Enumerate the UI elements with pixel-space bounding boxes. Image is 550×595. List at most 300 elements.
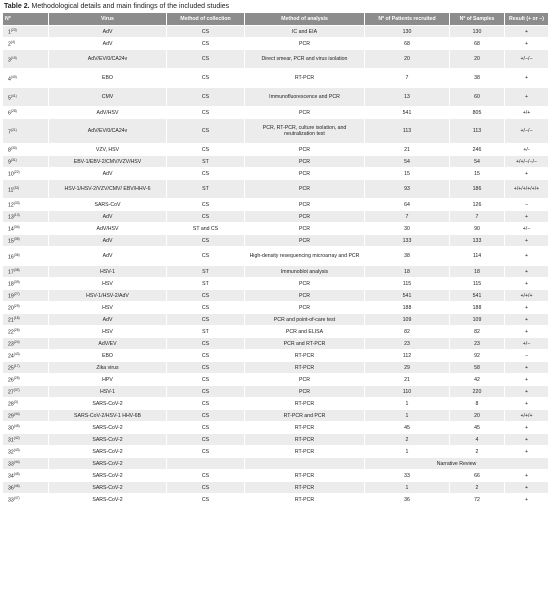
- cell-analysis: PCR: [245, 302, 365, 314]
- cell-samples: 54: [450, 156, 505, 168]
- reference-marker: (24): [13, 340, 20, 345]
- cell-result: +: [505, 470, 549, 482]
- reference-marker: (45): [13, 424, 20, 429]
- cell-number: [3, 290, 49, 302]
- row-number: 16: [8, 254, 14, 261]
- cell-analysis: PCR and RT-PCR: [245, 338, 365, 350]
- cell-number: [3, 199, 49, 211]
- cell-result: +/-: [505, 144, 549, 156]
- cell-patients: 133: [365, 235, 450, 247]
- cell-analysis: PCR and ELISA: [245, 326, 365, 338]
- cell-virus: HSV-1: [49, 386, 167, 398]
- cell-collection: [167, 458, 245, 470]
- cell-number: [3, 374, 49, 386]
- cell-result: +: [505, 211, 549, 223]
- reference-marker: (43): [13, 448, 20, 453]
- cell-result: +: [505, 494, 549, 506]
- cell-samples: 133: [450, 235, 505, 247]
- cell-samples: 20: [450, 50, 505, 69]
- row-number: 21: [8, 317, 14, 324]
- cell-result: +: [505, 26, 549, 38]
- table-row: [3, 180, 549, 199]
- row-number: 27: [8, 389, 14, 396]
- cell-result: +: [505, 422, 549, 434]
- cell-result: +/+/−/−/−: [505, 156, 549, 168]
- cell-number: [3, 278, 49, 290]
- cell-number: [3, 410, 49, 422]
- reference-marker: (34): [13, 225, 20, 230]
- cell-virus: SARS-CoV-2: [49, 482, 167, 494]
- cell-samples: 130: [450, 26, 505, 38]
- cell-samples: 68: [450, 38, 505, 50]
- row-number: 6: [8, 110, 11, 117]
- row-number: 24: [8, 353, 14, 360]
- cell-virus: AdV: [49, 168, 167, 180]
- cell-number: [3, 107, 49, 119]
- cell-analysis: RT-PCR: [245, 362, 365, 374]
- cell-virus: AdV/HSV: [49, 223, 167, 235]
- cell-samples: 126: [450, 199, 505, 211]
- cell-samples: 220: [450, 386, 505, 398]
- table-row: [3, 88, 549, 107]
- reference-marker: (47): [13, 496, 20, 501]
- reference-marker: (38): [13, 268, 20, 273]
- cell-samples: 18: [450, 266, 505, 278]
- cell-patients: 30: [365, 223, 450, 235]
- cell-patients: 82: [365, 326, 450, 338]
- cell-collection: ST and CS: [167, 223, 245, 235]
- cell-virus: SARS-CoV-2/HSV-1 HHV-6B: [49, 410, 167, 422]
- cell-number: [3, 156, 49, 168]
- cell-number: [3, 422, 49, 434]
- table-row: [3, 50, 549, 69]
- row-number: 8: [8, 147, 11, 154]
- cell-analysis: RT-PCR: [245, 398, 365, 410]
- cell-virus: SARS-CoV-2: [49, 458, 167, 470]
- cell-analysis: RT-PCR: [245, 422, 365, 434]
- col-header-samples: Nº of Samples: [450, 13, 505, 26]
- cell-patients: 188: [365, 302, 450, 314]
- cell-analysis: RT-PCR: [245, 470, 365, 482]
- cell-result: +: [505, 168, 549, 180]
- cell-samples: 114: [450, 247, 505, 266]
- cell-analysis: PCR: [245, 144, 365, 156]
- row-number: 33: [8, 461, 14, 468]
- cell-virus: AdV/HSV: [49, 107, 167, 119]
- table-row: [3, 302, 549, 314]
- cell-virus: VZV, HSV: [49, 144, 167, 156]
- reference-marker: (21): [10, 127, 17, 132]
- cell-analysis: PCR: [245, 107, 365, 119]
- cell-collection: CS: [167, 69, 245, 88]
- cell-result: +/+: [505, 107, 549, 119]
- cell-virus: Zika virus: [49, 362, 167, 374]
- cell-analysis: Immunofluorescence and PCR: [245, 88, 365, 107]
- cell-samples: 109: [450, 314, 505, 326]
- cell-number: [3, 494, 49, 506]
- cell-result: +: [505, 69, 549, 88]
- cell-patients: 113: [365, 119, 450, 144]
- cell-samples: 8: [450, 398, 505, 410]
- cell-samples: 115: [450, 278, 505, 290]
- reference-marker: (43): [13, 352, 20, 357]
- table-row: [3, 69, 549, 88]
- cell-collection: CS: [167, 398, 245, 410]
- cell-virus: EBO: [49, 69, 167, 88]
- cell-analysis: [245, 458, 365, 470]
- cell-virus: SARS-CoV-2: [49, 494, 167, 506]
- cell-patients: 1: [365, 398, 450, 410]
- cell-number: [3, 350, 49, 362]
- cell-patients: 21: [365, 374, 450, 386]
- cell-number: [3, 211, 49, 223]
- table-row: [3, 223, 549, 235]
- cell-analysis: PCR: [245, 38, 365, 50]
- cell-samples: 4: [450, 434, 505, 446]
- cell-collection: CS: [167, 211, 245, 223]
- row-number: 7: [8, 129, 11, 136]
- cell-virus: SARS-CoV-2: [49, 470, 167, 482]
- row-number: 20: [8, 305, 14, 312]
- cell-patients: 64: [365, 199, 450, 211]
- cell-collection: CS: [167, 88, 245, 107]
- cell-collection: CS: [167, 482, 245, 494]
- cell-virus: SARS-CoV-2: [49, 422, 167, 434]
- cell-samples: 45: [450, 422, 505, 434]
- cell-result: +: [505, 235, 549, 247]
- cell-virus: EBO: [49, 350, 167, 362]
- reference-marker: (18): [13, 316, 20, 321]
- cell-number: [3, 470, 49, 482]
- table-body: [3, 26, 549, 506]
- cell-patients: 36: [365, 494, 450, 506]
- cell-analysis: PCR: [245, 156, 365, 168]
- row-number: 4: [8, 76, 11, 83]
- cell-collection: CS: [167, 235, 245, 247]
- table-row: [3, 235, 549, 247]
- cell-result: +: [505, 314, 549, 326]
- cell-patients: 21: [365, 144, 450, 156]
- reference-marker: (46): [13, 484, 20, 489]
- cell-analysis: PCR: [245, 180, 365, 199]
- cell-patients: 33: [365, 470, 450, 482]
- table-row: [3, 350, 549, 362]
- reference-marker: (30): [10, 146, 17, 151]
- cell-collection: CS: [167, 314, 245, 326]
- cell-result: +: [505, 38, 549, 50]
- reference-marker: (3): [13, 400, 18, 405]
- reference-marker: (44): [13, 460, 20, 465]
- cell-samples: 82: [450, 326, 505, 338]
- table-row: [3, 398, 549, 410]
- cell-virus: HSV: [49, 278, 167, 290]
- row-number: 22: [8, 329, 14, 336]
- cell-patients: 541: [365, 107, 450, 119]
- reference-marker: (41): [10, 93, 17, 98]
- cell-analysis: Direct smear, PCR and virus isolation: [245, 50, 365, 69]
- cell-collection: CS: [167, 434, 245, 446]
- cell-number: [3, 38, 49, 50]
- cell-samples: 23: [450, 338, 505, 350]
- col-header-collection: Method of collection: [167, 13, 245, 26]
- cell-analysis: PCR: [245, 278, 365, 290]
- reference-marker: (26): [13, 328, 20, 333]
- table-row: [3, 386, 549, 398]
- cell-virus: HSV: [49, 326, 167, 338]
- cell-patients: 38: [365, 247, 450, 266]
- row-number: 23: [8, 341, 14, 348]
- cell-collection: CS: [167, 422, 245, 434]
- studies-table: [2, 12, 549, 506]
- cell-patients: 110: [365, 386, 450, 398]
- cell-samples: 186: [450, 180, 505, 199]
- reference-marker: (4): [10, 40, 15, 45]
- table-row: [3, 266, 549, 278]
- row-number: 36: [8, 485, 14, 492]
- cell-analysis: RT-PCR: [245, 434, 365, 446]
- cell-collection: CS: [167, 50, 245, 69]
- cell-patients: 13: [365, 88, 450, 107]
- table-row: [3, 326, 549, 338]
- cell-collection: ST: [167, 278, 245, 290]
- reference-marker: (22): [13, 170, 20, 175]
- cell-analysis: IC and EIA: [245, 26, 365, 38]
- cell-result: +/+/+: [505, 290, 549, 302]
- cell-patients: 7: [365, 69, 450, 88]
- row-number: 32: [8, 449, 14, 456]
- cell-analysis: PCR: [245, 374, 365, 386]
- cell-number: [3, 69, 49, 88]
- cell-samples: 42: [450, 374, 505, 386]
- cell-number: [3, 362, 49, 374]
- cell-result: +: [505, 482, 549, 494]
- cell-virus: HSV: [49, 302, 167, 314]
- reference-marker: (35): [13, 237, 20, 242]
- cell-analysis: PCR: [245, 235, 365, 247]
- cell-result: +: [505, 362, 549, 374]
- cell-result: −: [505, 199, 549, 211]
- cell-patients: 1: [365, 482, 450, 494]
- cell-number: [3, 50, 49, 69]
- cell-analysis: PCR and point-of-care test: [245, 314, 365, 326]
- cell-result: +: [505, 374, 549, 386]
- table-row: [3, 362, 549, 374]
- table-row: [3, 38, 549, 50]
- table-row: [3, 470, 549, 482]
- reference-marker: (19): [10, 55, 17, 60]
- cell-collection: CS: [167, 386, 245, 398]
- cell-number: [3, 266, 49, 278]
- row-number: 29: [8, 413, 14, 420]
- cell-collection: CS: [167, 470, 245, 482]
- table-row: [3, 278, 549, 290]
- cell-samples: 60: [450, 88, 505, 107]
- cell-analysis: RT-PCR: [245, 482, 365, 494]
- table-row: [3, 211, 549, 223]
- cell-collection: CS: [167, 26, 245, 38]
- cell-collection: CS: [167, 350, 245, 362]
- row-number: 19: [8, 293, 14, 300]
- cell-virus: SARS-CoV-2: [49, 398, 167, 410]
- table-row: [3, 458, 549, 470]
- cell-number: [3, 446, 49, 458]
- cell-samples: 92: [450, 350, 505, 362]
- row-number: 1: [8, 29, 11, 36]
- cell-result: +: [505, 278, 549, 290]
- cell-analysis: High-density resequencing microarray and PCR: [245, 247, 365, 266]
- cell-virus: SARS-CoV: [49, 199, 167, 211]
- cell-number: [3, 88, 49, 107]
- cell-samples: 113: [450, 119, 505, 144]
- reference-marker: (32): [13, 185, 20, 190]
- cell-number: [3, 168, 49, 180]
- reference-marker: (44): [13, 412, 20, 417]
- cell-collection: CS: [167, 410, 245, 422]
- cell-collection: CS: [167, 362, 245, 374]
- row-number: 26: [8, 377, 14, 384]
- cell-samples: 188: [450, 302, 505, 314]
- cell-analysis: PCR, RT-PCR, culture isolation, and neutralization test: [245, 119, 365, 144]
- cell-collection: CS: [167, 247, 245, 266]
- caption-label: Table 2.: [4, 3, 30, 10]
- cell-collection: ST: [167, 266, 245, 278]
- row-number: 10: [8, 171, 14, 178]
- cell-samples: 20: [450, 410, 505, 422]
- table-header-row: [3, 13, 549, 26]
- cell-analysis: RT-PCR and PCR: [245, 410, 365, 422]
- cell-virus: AdV: [49, 235, 167, 247]
- cell-number: [3, 338, 49, 350]
- cell-virus: SARS-CoV-2: [49, 434, 167, 446]
- cell-samples: 38: [450, 69, 505, 88]
- cell-virus: AdV: [49, 26, 167, 38]
- table-row: [3, 434, 549, 446]
- reference-marker: (42): [13, 436, 20, 441]
- cell-collection: CS: [167, 144, 245, 156]
- cell-collection: ST: [167, 156, 245, 168]
- cell-collection: CS: [167, 290, 245, 302]
- cell-collection: CS: [167, 168, 245, 180]
- cell-virus: AdV/EV/0/CA24v: [49, 50, 167, 69]
- table-row: [3, 494, 549, 506]
- cell-number: [3, 144, 49, 156]
- cell-patients: 1: [365, 410, 450, 422]
- row-number: 9: [8, 159, 11, 166]
- reference-marker: (27): [13, 292, 20, 297]
- table-row: [3, 247, 549, 266]
- cell-patients: 20: [365, 50, 450, 69]
- cell-result: +: [505, 88, 549, 107]
- row-number: 15: [8, 238, 14, 245]
- cell-analysis: PCR: [245, 211, 365, 223]
- col-header-result: Result (+ or −): [505, 13, 549, 26]
- cell-number: [3, 398, 49, 410]
- row-number: 34: [8, 473, 14, 480]
- cell-virus: AdV: [49, 247, 167, 266]
- reference-marker: (17): [13, 364, 20, 369]
- table-row: [3, 314, 549, 326]
- cell-result: +: [505, 434, 549, 446]
- row-number: 2: [8, 41, 11, 48]
- cell-number: [3, 26, 49, 38]
- col-header-virus: Virus: [49, 13, 167, 26]
- cell-patients: 7: [365, 211, 450, 223]
- row-number: 31: [8, 437, 14, 444]
- reference-marker: (45): [13, 472, 20, 477]
- table-row: [3, 107, 549, 119]
- cell-number: [3, 482, 49, 494]
- cell-patients: 68: [365, 38, 450, 50]
- cell-patients: 1: [365, 446, 450, 458]
- cell-samples: 805: [450, 107, 505, 119]
- caption-text: Methodological details and main findings of the included studies: [31, 3, 230, 10]
- row-number: 13: [8, 214, 14, 221]
- cell-samples: 66: [450, 470, 505, 482]
- cell-collection: CS: [167, 494, 245, 506]
- cell-collection: CS: [167, 107, 245, 119]
- reference-marker: (37): [13, 388, 20, 393]
- reference-marker: (31): [10, 158, 17, 163]
- cell-samples: 15: [450, 168, 505, 180]
- cell-result: +: [505, 326, 549, 338]
- cell-patients: 115: [365, 278, 450, 290]
- cell-patients: 93: [365, 180, 450, 199]
- cell-collection: CS: [167, 38, 245, 50]
- cell-number: [3, 180, 49, 199]
- table-row: [3, 144, 549, 156]
- cell-result: +: [505, 266, 549, 278]
- row-number: 12: [8, 202, 14, 209]
- cell-virus: EBV-1/EBV-2/CMV/VZV/HSV: [49, 156, 167, 168]
- cell-patients: 109: [365, 314, 450, 326]
- cell-result: +: [505, 446, 549, 458]
- cell-collection: CS: [167, 374, 245, 386]
- cell-analysis: RT-PCR: [245, 494, 365, 506]
- cell-samples: 541: [450, 290, 505, 302]
- cell-samples: 72: [450, 494, 505, 506]
- cell-result: +: [505, 386, 549, 398]
- table-row: [3, 199, 549, 211]
- table-row: [3, 338, 549, 350]
- cell-analysis: PCR: [245, 386, 365, 398]
- reference-marker: (33): [13, 201, 20, 206]
- table-row: [3, 290, 549, 302]
- cell-number: [3, 302, 49, 314]
- cell-result: +: [505, 398, 549, 410]
- cell-patients: 541: [365, 290, 450, 302]
- row-number: 11: [8, 187, 14, 194]
- cell-virus: AdV: [49, 314, 167, 326]
- table-row: [3, 446, 549, 458]
- reference-marker: (23): [10, 28, 17, 33]
- cell-result: +: [505, 302, 549, 314]
- cell-number: [3, 235, 49, 247]
- cell-virus: HPV: [49, 374, 167, 386]
- cell-collection: ST: [167, 326, 245, 338]
- cell-number: [3, 223, 49, 235]
- cell-samples: 90: [450, 223, 505, 235]
- row-number: 17: [8, 269, 14, 276]
- table-row: [3, 119, 549, 144]
- cell-result: +/−: [505, 338, 549, 350]
- reference-marker: (40): [10, 74, 17, 79]
- cell-patients: 15: [365, 168, 450, 180]
- cell-number: [3, 326, 49, 338]
- row-number: 28: [8, 401, 14, 408]
- cell-collection: CS: [167, 338, 245, 350]
- cell-patients: 54: [365, 156, 450, 168]
- cell-virus: HSV-1/HSV-2/VZV/CMV/ EBV/HHV-6: [49, 180, 167, 199]
